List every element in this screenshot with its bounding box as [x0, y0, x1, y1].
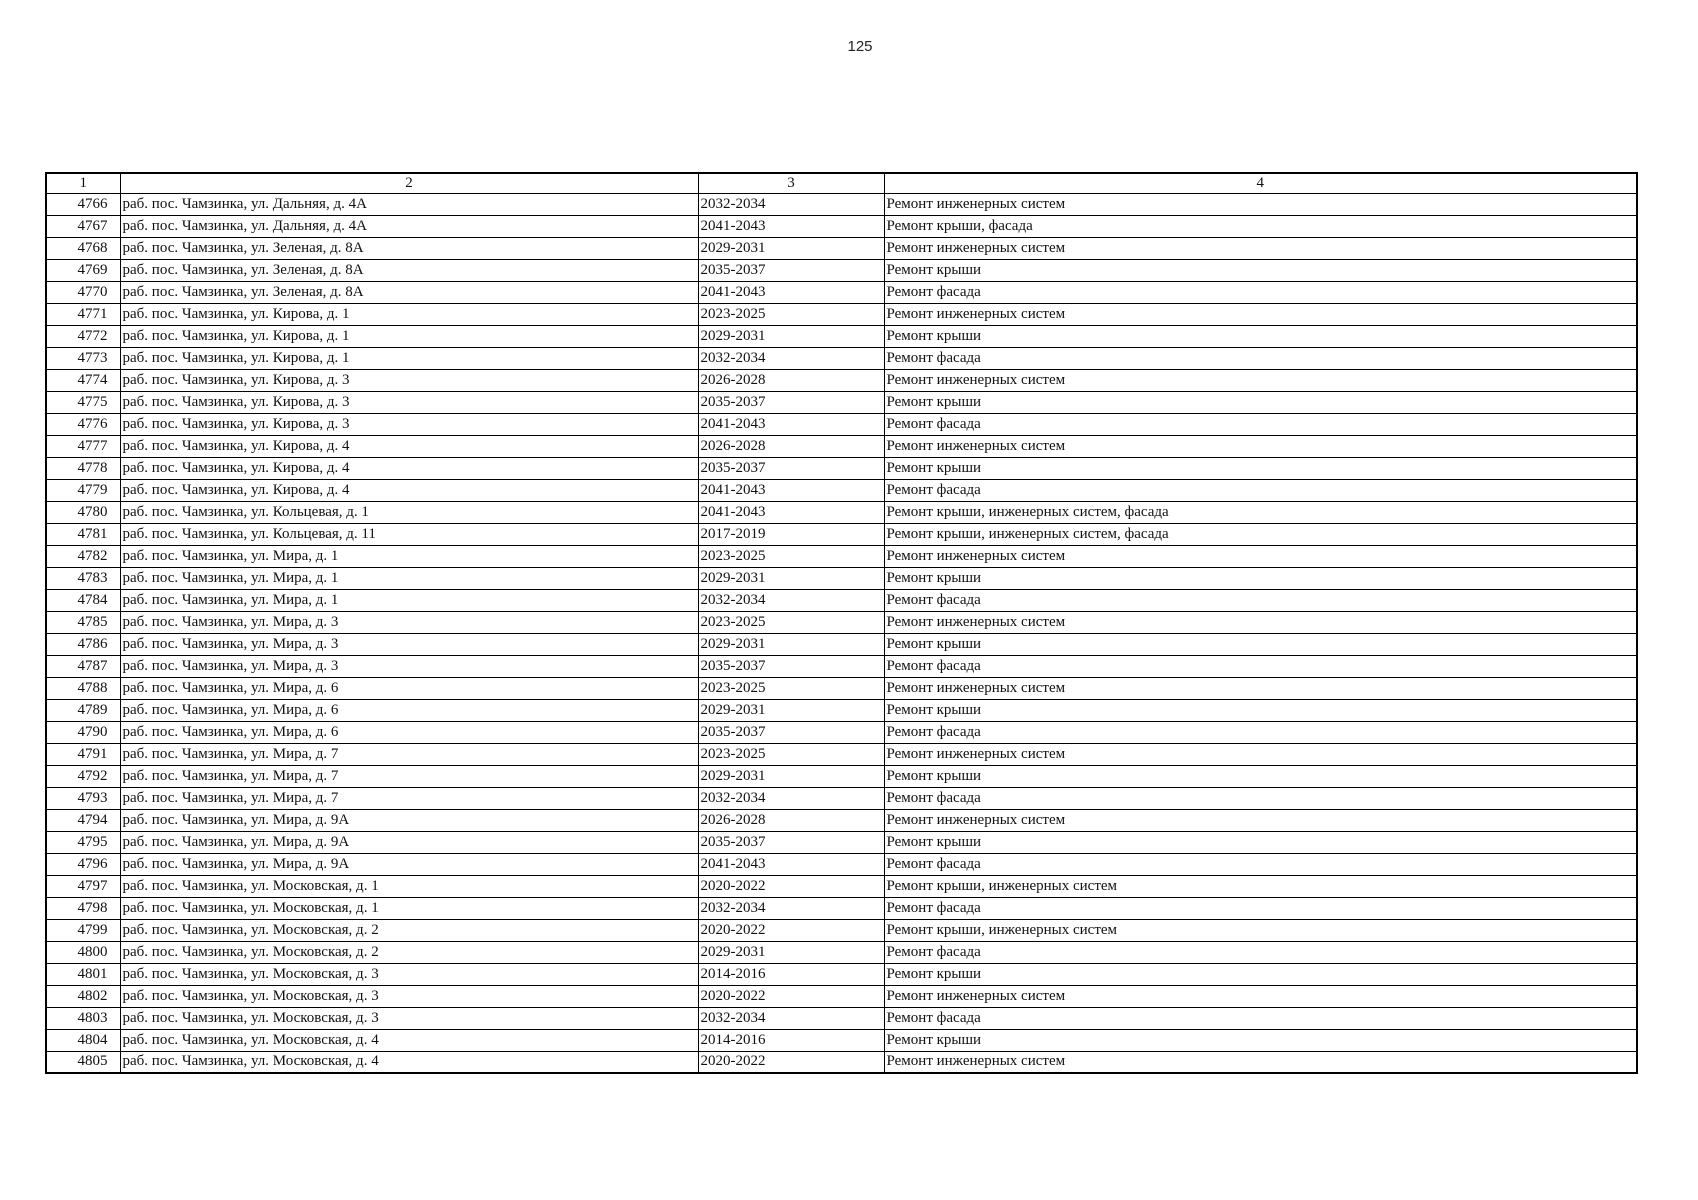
address-cell: раб. пос. Чамзинка, ул. Дальняя, д. 4А	[120, 215, 698, 237]
row-number-cell: 4801	[46, 963, 120, 985]
row-number-cell: 4790	[46, 721, 120, 743]
row-number-cell: 4780	[46, 501, 120, 523]
work-type-cell: Ремонт фасада	[884, 853, 1637, 875]
row-number-cell: 4788	[46, 677, 120, 699]
period-cell: 2029-2031	[698, 765, 884, 787]
period-cell: 2041-2043	[698, 413, 884, 435]
row-number-cell: 4795	[46, 831, 120, 853]
table-row	[46, 369, 1637, 391]
table-row	[46, 633, 1637, 655]
address-cell: раб. пос. Чамзинка, ул. Дальняя, д. 4А	[120, 193, 698, 215]
table-row	[46, 765, 1637, 787]
row-number-cell: 4781	[46, 523, 120, 545]
address-cell: раб. пос. Чамзинка, ул. Кирова, д. 1	[120, 325, 698, 347]
row-number-cell: 4769	[46, 259, 120, 281]
period-cell: 2026-2028	[698, 809, 884, 831]
row-number-cell: 4792	[46, 765, 120, 787]
table-row	[46, 919, 1637, 941]
table-row	[46, 677, 1637, 699]
work-type-cell: Ремонт инженерных систем	[884, 545, 1637, 567]
work-type-cell: Ремонт фасада	[884, 941, 1637, 963]
address-cell: раб. пос. Чамзинка, ул. Мира, д. 7	[120, 787, 698, 809]
work-type-cell: Ремонт крыши, инженерных систем	[884, 875, 1637, 897]
address-cell: раб. пос. Чамзинка, ул. Кирова, д. 4	[120, 457, 698, 479]
work-type-cell: Ремонт инженерных систем	[884, 985, 1637, 1007]
row-number-cell: 4766	[46, 193, 120, 215]
work-type-cell: Ремонт крыши	[884, 1029, 1637, 1051]
table-row	[46, 1051, 1637, 1073]
address-cell: раб. пос. Чамзинка, ул. Кольцевая, д. 1	[120, 501, 698, 523]
period-cell: 2020-2022	[698, 1051, 884, 1073]
table-row	[46, 721, 1637, 743]
period-cell: 2035-2037	[698, 457, 884, 479]
period-cell: 2020-2022	[698, 919, 884, 941]
work-type-cell: Ремонт крыши	[884, 567, 1637, 589]
column-header-3: 3	[698, 173, 884, 193]
period-cell: 2029-2031	[698, 941, 884, 963]
period-cell: 2029-2031	[698, 699, 884, 721]
period-cell: 2029-2031	[698, 567, 884, 589]
period-cell: 2029-2031	[698, 633, 884, 655]
address-cell: раб. пос. Чамзинка, ул. Мира, д. 7	[120, 743, 698, 765]
table-row	[46, 567, 1637, 589]
work-type-cell: Ремонт крыши, фасада	[884, 215, 1637, 237]
period-cell: 2032-2034	[698, 787, 884, 809]
address-cell: раб. пос. Чамзинка, ул. Мира, д. 7	[120, 765, 698, 787]
table-header	[46, 173, 1637, 193]
period-cell: 2035-2037	[698, 391, 884, 413]
table-row	[46, 743, 1637, 765]
work-type-cell: Ремонт фасада	[884, 787, 1637, 809]
work-type-cell: Ремонт крыши	[884, 963, 1637, 985]
row-number-cell: 4768	[46, 237, 120, 259]
table-row	[46, 655, 1637, 677]
period-cell: 2032-2034	[698, 589, 884, 611]
work-type-cell: Ремонт крыши	[884, 765, 1637, 787]
table-row	[46, 545, 1637, 567]
period-cell: 2032-2034	[698, 193, 884, 215]
table-row	[46, 1029, 1637, 1051]
table-row	[46, 1007, 1637, 1029]
address-cell: раб. пос. Чамзинка, ул. Кирова, д. 1	[120, 347, 698, 369]
table-row	[46, 897, 1637, 919]
period-cell: 2020-2022	[698, 985, 884, 1007]
address-cell: раб. пос. Чамзинка, ул. Мира, д. 1	[120, 589, 698, 611]
work-type-cell: Ремонт фасада	[884, 347, 1637, 369]
row-number-cell: 4797	[46, 875, 120, 897]
table-row	[46, 611, 1637, 633]
period-cell: 2041-2043	[698, 501, 884, 523]
address-cell: раб. пос. Чамзинка, ул. Мира, д. 9А	[120, 853, 698, 875]
table-row	[46, 875, 1637, 897]
work-type-cell: Ремонт инженерных систем	[884, 303, 1637, 325]
row-number-cell: 4772	[46, 325, 120, 347]
address-cell: раб. пос. Чамзинка, ул. Московская, д. 3	[120, 963, 698, 985]
period-cell: 2014-2016	[698, 1029, 884, 1051]
period-cell: 2032-2034	[698, 1007, 884, 1029]
header-row	[46, 173, 1637, 193]
work-type-cell: Ремонт крыши	[884, 831, 1637, 853]
work-type-cell: Ремонт крыши	[884, 699, 1637, 721]
work-type-cell: Ремонт инженерных систем	[884, 677, 1637, 699]
row-number-cell: 4799	[46, 919, 120, 941]
work-type-cell: Ремонт фасада	[884, 721, 1637, 743]
address-cell: раб. пос. Чамзинка, ул. Мира, д. 9А	[120, 809, 698, 831]
row-number-cell: 4770	[46, 281, 120, 303]
work-type-cell: Ремонт инженерных систем	[884, 743, 1637, 765]
period-cell: 2017-2019	[698, 523, 884, 545]
row-number-cell: 4783	[46, 567, 120, 589]
address-cell: раб. пос. Чамзинка, ул. Кирова, д. 1	[120, 303, 698, 325]
row-number-cell: 4786	[46, 633, 120, 655]
work-type-cell: Ремонт крыши	[884, 259, 1637, 281]
table-row	[46, 787, 1637, 809]
period-cell: 2041-2043	[698, 281, 884, 303]
table-row	[46, 985, 1637, 1007]
work-type-cell: Ремонт фасада	[884, 655, 1637, 677]
work-type-cell: Ремонт фасада	[884, 413, 1637, 435]
address-cell: раб. пос. Чамзинка, ул. Мира, д. 1	[120, 545, 698, 567]
row-number-cell: 4774	[46, 369, 120, 391]
period-cell: 2035-2037	[698, 831, 884, 853]
row-number-cell: 4787	[46, 655, 120, 677]
address-cell: раб. пос. Чамзинка, ул. Московская, д. 4	[120, 1029, 698, 1051]
address-cell: раб. пос. Чамзинка, ул. Зеленая, д. 8А	[120, 237, 698, 259]
address-cell: раб. пос. Чамзинка, ул. Мира, д. 6	[120, 699, 698, 721]
table-row	[46, 963, 1637, 985]
row-number-cell: 4796	[46, 853, 120, 875]
table-row	[46, 325, 1637, 347]
address-cell: раб. пос. Чамзинка, ул. Мира, д. 3	[120, 633, 698, 655]
table-row	[46, 391, 1637, 413]
period-cell: 2023-2025	[698, 677, 884, 699]
table-row	[46, 347, 1637, 369]
period-cell: 2023-2025	[698, 545, 884, 567]
period-cell: 2023-2025	[698, 611, 884, 633]
row-number-cell: 4800	[46, 941, 120, 963]
period-cell: 2041-2043	[698, 853, 884, 875]
period-cell: 2014-2016	[698, 963, 884, 985]
period-cell: 2032-2034	[698, 347, 884, 369]
address-cell: раб. пос. Чамзинка, ул. Московская, д. 4	[120, 1051, 698, 1073]
row-number-cell: 4773	[46, 347, 120, 369]
table-row	[46, 853, 1637, 875]
work-type-cell: Ремонт инженерных систем	[884, 435, 1637, 457]
period-cell: 2023-2025	[698, 743, 884, 765]
work-type-cell: Ремонт инженерных систем	[884, 611, 1637, 633]
repair-schedule-table	[45, 172, 1638, 1074]
work-type-cell: Ремонт фасада	[884, 479, 1637, 501]
period-cell: 2035-2037	[698, 655, 884, 677]
column-header-2: 2	[120, 173, 698, 193]
row-number-cell: 4798	[46, 897, 120, 919]
row-number-cell: 4785	[46, 611, 120, 633]
row-number-cell: 4802	[46, 985, 120, 1007]
period-cell: 2026-2028	[698, 435, 884, 457]
table-row	[46, 457, 1637, 479]
work-type-cell: Ремонт инженерных систем	[884, 237, 1637, 259]
table-body	[46, 193, 1637, 1073]
address-cell: раб. пос. Чамзинка, ул. Кирова, д. 3	[120, 413, 698, 435]
work-type-cell: Ремонт крыши	[884, 391, 1637, 413]
table-row	[46, 479, 1637, 501]
row-number-cell: 4784	[46, 589, 120, 611]
period-cell: 2035-2037	[698, 259, 884, 281]
address-cell: раб. пос. Чамзинка, ул. Кирова, д. 3	[120, 391, 698, 413]
work-type-cell: Ремонт инженерных систем	[884, 1051, 1637, 1073]
row-number-cell: 4804	[46, 1029, 120, 1051]
address-cell: раб. пос. Чамзинка, ул. Кольцевая, д. 11	[120, 523, 698, 545]
address-cell: раб. пос. Чамзинка, ул. Зеленая, д. 8А	[120, 259, 698, 281]
work-type-cell: Ремонт фасада	[884, 589, 1637, 611]
work-type-cell: Ремонт крыши	[884, 633, 1637, 655]
row-number-cell: 4791	[46, 743, 120, 765]
period-cell: 2041-2043	[698, 215, 884, 237]
period-cell: 2026-2028	[698, 369, 884, 391]
period-cell: 2041-2043	[698, 479, 884, 501]
work-type-cell: Ремонт фасада	[884, 1007, 1637, 1029]
table-row	[46, 809, 1637, 831]
address-cell: раб. пос. Чамзинка, ул. Московская, д. 3	[120, 985, 698, 1007]
address-cell: раб. пос. Чамзинка, ул. Мира, д. 6	[120, 721, 698, 743]
table-row	[46, 435, 1637, 457]
row-number-cell: 4793	[46, 787, 120, 809]
page-number: 125	[847, 38, 873, 55]
period-cell: 2035-2037	[698, 721, 884, 743]
table-row	[46, 259, 1637, 281]
row-number-cell: 4767	[46, 215, 120, 237]
period-cell: 2029-2031	[698, 237, 884, 259]
row-number-cell: 4794	[46, 809, 120, 831]
table-row	[46, 699, 1637, 721]
address-cell: раб. пос. Чамзинка, ул. Московская, д. 2	[120, 919, 698, 941]
row-number-cell: 4803	[46, 1007, 120, 1029]
row-number-cell: 4775	[46, 391, 120, 413]
work-type-cell: Ремонт крыши, инженерных систем, фасада	[884, 523, 1637, 545]
period-cell: 2032-2034	[698, 897, 884, 919]
work-type-cell: Ремонт крыши, инженерных систем	[884, 919, 1637, 941]
work-type-cell: Ремонт инженерных систем	[884, 809, 1637, 831]
column-header-4: 4	[884, 173, 1637, 193]
address-cell: раб. пос. Чамзинка, ул. Мира, д. 3	[120, 655, 698, 677]
address-cell: раб. пос. Чамзинка, ул. Кирова, д. 3	[120, 369, 698, 391]
table-row	[46, 589, 1637, 611]
work-type-cell: Ремонт крыши	[884, 325, 1637, 347]
address-cell: раб. пос. Чамзинка, ул. Зеленая, д. 8А	[120, 281, 698, 303]
row-number-cell: 4782	[46, 545, 120, 567]
period-cell: 2029-2031	[698, 325, 884, 347]
address-cell: раб. пос. Чамзинка, ул. Московская, д. 1	[120, 875, 698, 897]
row-number-cell: 4789	[46, 699, 120, 721]
work-type-cell: Ремонт инженерных систем	[884, 369, 1637, 391]
work-type-cell: Ремонт фасада	[884, 897, 1637, 919]
table-row	[46, 941, 1637, 963]
table-row	[46, 831, 1637, 853]
period-cell: 2023-2025	[698, 303, 884, 325]
address-cell: раб. пос. Чамзинка, ул. Мира, д. 6	[120, 677, 698, 699]
address-cell: раб. пос. Чамзинка, ул. Кирова, д. 4	[120, 479, 698, 501]
period-cell: 2020-2022	[698, 875, 884, 897]
address-cell: раб. пос. Чамзинка, ул. Московская, д. 2	[120, 941, 698, 963]
table-row	[46, 193, 1637, 215]
table-row	[46, 413, 1637, 435]
column-header-1: 1	[46, 173, 120, 193]
row-number-cell: 4779	[46, 479, 120, 501]
table-row	[46, 523, 1637, 545]
address-cell: раб. пос. Чамзинка, ул. Московская, д. 3	[120, 1007, 698, 1029]
work-type-cell: Ремонт фасада	[884, 281, 1637, 303]
work-type-cell: Ремонт крыши, инженерных систем, фасада	[884, 501, 1637, 523]
table-row	[46, 281, 1637, 303]
address-cell: раб. пос. Чамзинка, ул. Московская, д. 1	[120, 897, 698, 919]
table-row	[46, 215, 1637, 237]
table-row	[46, 303, 1637, 325]
row-number-cell: 4777	[46, 435, 120, 457]
row-number-cell: 4776	[46, 413, 120, 435]
row-number-cell: 4778	[46, 457, 120, 479]
table-row	[46, 501, 1637, 523]
row-number-cell: 4805	[46, 1051, 120, 1073]
table-row	[46, 237, 1637, 259]
address-cell: раб. пос. Чамзинка, ул. Мира, д. 9А	[120, 831, 698, 853]
address-cell: раб. пос. Чамзинка, ул. Кирова, д. 4	[120, 435, 698, 457]
work-type-cell: Ремонт крыши	[884, 457, 1637, 479]
address-cell: раб. пос. Чамзинка, ул. Мира, д. 3	[120, 611, 698, 633]
work-type-cell: Ремонт инженерных систем	[884, 193, 1637, 215]
row-number-cell: 4771	[46, 303, 120, 325]
address-cell: раб. пос. Чамзинка, ул. Мира, д. 1	[120, 567, 698, 589]
